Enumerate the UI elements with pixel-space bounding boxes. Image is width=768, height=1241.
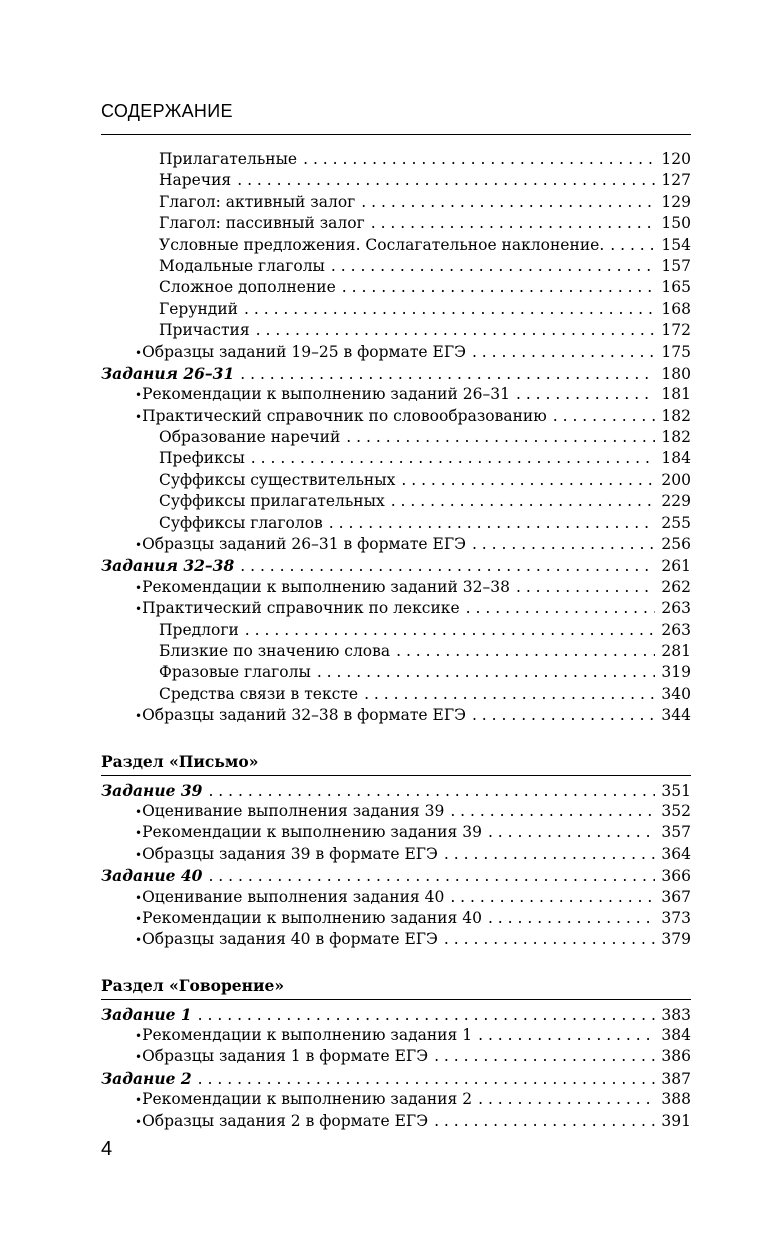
dot-leader — [610, 235, 655, 256]
toc-entry-page: 172 — [661, 321, 691, 340]
toc-entry-page: 175 — [661, 342, 691, 361]
toc-entry — [101, 277, 691, 298]
toc-entry-title: Оценивание выполнения задания 39 — [142, 801, 445, 820]
dot-leader — [478, 1089, 655, 1110]
toc-entry-page: 127 — [661, 171, 691, 190]
toc-entry-title: Рекомендации к выполнению задания 39 — [142, 823, 482, 842]
toc-entry — [101, 555, 691, 576]
toc-entry — [101, 822, 691, 843]
section-heading-writing: Раздел «Письмо» — [101, 749, 691, 776]
toc-entry-page: 256 — [661, 535, 691, 554]
toc-entry-title: Префиксы — [159, 449, 245, 468]
dot-leader — [401, 470, 655, 491]
toc-entry — [101, 598, 691, 619]
dot-leader — [450, 801, 655, 822]
dot-leader — [472, 534, 655, 555]
dot-leader — [331, 256, 655, 277]
toc-entry-page: 262 — [661, 577, 691, 596]
toc-entry-page: 364 — [661, 844, 691, 863]
toc-entry-title: Рекомендации к выполнению задания 2 — [142, 1090, 473, 1109]
toc-entry-page: 367 — [661, 887, 691, 906]
toc-entry-page: 263 — [661, 620, 691, 639]
toc-entry — [101, 908, 691, 929]
toc-entry-title: Причастия — [159, 321, 250, 340]
toc-entry-page: 357 — [661, 823, 691, 842]
toc-entry-title: Практический справочник по лексике — [142, 599, 460, 618]
dot-leader — [472, 705, 655, 726]
toc-entry-title: Средства связи в тексте — [159, 684, 359, 703]
toc-entry — [101, 1111, 691, 1132]
dot-leader — [444, 844, 655, 865]
toc-entry-title: Образцы заданий 32–38 в формате ЕГЭ — [142, 706, 466, 725]
bullet-icon: • — [135, 911, 143, 926]
toc-entry-title: Задание 2 — [101, 1068, 192, 1088]
dot-leader — [396, 641, 655, 662]
toc-entry — [101, 865, 691, 886]
toc-entry-page: 352 — [661, 801, 691, 820]
toc-entry-page: 165 — [661, 278, 691, 297]
toc-entry-title: Рекомендации к выполнению заданий 26–31 — [142, 385, 510, 404]
toc-entry-page: 184 — [661, 449, 691, 468]
toc-entry-title: Оценивание выполнения задания 40 — [142, 887, 445, 906]
toc-entry-title: Модальные глаголы — [159, 256, 325, 275]
toc-entry — [101, 170, 691, 191]
toc-entry — [101, 780, 691, 801]
dot-leader — [478, 1025, 655, 1046]
toc-entry — [101, 1089, 691, 1110]
toc-entry-title: Фразовые глаголы — [159, 663, 311, 682]
toc-entry-title: Образцы заданий 26–31 в формате ЕГЭ — [142, 535, 466, 554]
toc-entry — [101, 684, 691, 705]
toc-entry-title: Суффиксы существительных — [159, 470, 396, 489]
toc-entry-page: 150 — [661, 214, 691, 233]
toc-entry — [101, 342, 691, 363]
toc-entry — [101, 192, 691, 213]
bullet-icon: • — [135, 602, 143, 617]
dot-leader — [251, 448, 655, 469]
toc-entry — [101, 491, 691, 512]
bullet-icon: • — [135, 1114, 143, 1129]
toc-entry — [101, 887, 691, 908]
dot-leader — [450, 887, 655, 908]
toc-entry — [101, 534, 691, 555]
dot-leader — [444, 929, 655, 950]
toc-entry-page: 386 — [661, 1047, 691, 1066]
bullet-icon: • — [135, 709, 143, 724]
dot-leader — [237, 170, 655, 191]
toc-entry — [101, 513, 691, 534]
toc-entry-page: 168 — [661, 299, 691, 318]
header-rule — [101, 134, 691, 135]
dot-leader — [434, 1111, 655, 1132]
toc-entry-page: 281 — [661, 641, 691, 660]
toc-entry-title: Образцы задания 39 в формате ЕГЭ — [142, 844, 438, 863]
toc-entry-page: 261 — [661, 557, 691, 576]
bullet-icon: • — [135, 1050, 143, 1065]
bullet-icon: • — [135, 538, 143, 553]
section-heading-speaking: Раздел «Говорение» — [101, 973, 691, 1000]
toc-entry-page: 182 — [661, 406, 691, 425]
bullet-icon: • — [135, 890, 143, 905]
dot-leader — [434, 1046, 655, 1067]
dot-leader — [488, 822, 655, 843]
toc-entry-title: Близкие по значению слова — [159, 641, 391, 660]
dot-leader — [346, 427, 655, 448]
toc-entry-title: Задание 39 — [101, 780, 203, 800]
bullet-icon: • — [135, 804, 143, 819]
dot-leader — [361, 192, 655, 213]
toc-speaking — [101, 1004, 691, 1132]
toc-entry — [101, 256, 691, 277]
bullet-icon: • — [135, 933, 143, 948]
toc-entry-title: Условные предложения. Сослагательное наклонение. — [159, 235, 605, 254]
bullet-icon: • — [135, 345, 143, 360]
toc-entry-page: 263 — [661, 599, 691, 618]
bullet-icon: • — [135, 1093, 143, 1108]
toc-entry — [101, 1004, 691, 1025]
dot-leader — [198, 1005, 655, 1026]
toc-entry-title: Суффиксы прилагательных — [159, 492, 385, 511]
toc-entry-page: 340 — [661, 684, 691, 703]
toc-entry — [101, 427, 691, 448]
toc-entry-title: Сложное дополнение — [159, 278, 336, 297]
dot-leader — [240, 556, 655, 577]
dot-leader — [466, 598, 655, 619]
toc-entry-page: 319 — [661, 663, 691, 682]
toc-entry — [101, 149, 691, 170]
bullet-icon: • — [135, 847, 143, 862]
toc-entry-page: 373 — [661, 908, 691, 927]
bullet-icon: • — [135, 1029, 143, 1044]
table-of-contents — [101, 149, 691, 1132]
toc-entry-page: 384 — [661, 1026, 691, 1045]
dot-leader — [488, 908, 655, 929]
toc-entry — [101, 844, 691, 865]
toc-entry-title: Задание 40 — [101, 866, 203, 886]
toc-entry-page: 181 — [661, 385, 691, 404]
bullet-icon: • — [135, 388, 143, 403]
dot-leader — [240, 364, 655, 385]
dot-leader — [516, 384, 655, 405]
toc-entry — [101, 320, 691, 341]
dot-leader — [371, 213, 655, 234]
toc-entry — [101, 1068, 691, 1089]
section-gap — [101, 727, 691, 749]
toc-entry — [101, 577, 691, 598]
dot-leader — [198, 1069, 655, 1090]
toc-part1 — [101, 149, 691, 727]
toc-entry-title: Рекомендации к выполнению задания 40 — [142, 908, 482, 927]
toc-entry-title: Предлоги — [159, 620, 239, 639]
toc-entry-page: 180 — [661, 364, 691, 383]
toc-entry-page: 154 — [661, 235, 691, 254]
toc-entry — [101, 235, 691, 256]
toc-entry — [101, 641, 691, 662]
bullet-icon: • — [135, 409, 143, 424]
toc-entry-page: 120 — [661, 150, 691, 168]
dot-leader — [364, 684, 655, 705]
toc-entry — [101, 384, 691, 405]
dot-leader — [329, 513, 655, 534]
dot-leader — [472, 342, 655, 363]
toc-entry-title: Задания 32–38 — [101, 556, 235, 576]
page-header-title: СОДЕРЖАНИЕ — [101, 101, 233, 121]
toc-entry-title: Практический справочник по словообразованию — [142, 406, 547, 425]
toc-entry — [101, 299, 691, 320]
dot-leader — [553, 406, 655, 427]
section-gap — [101, 951, 691, 973]
toc-entry-title: Рекомендации к выполнению заданий 32–38 — [142, 577, 510, 596]
toc-entry-title: Глагол: активный залог — [159, 192, 356, 211]
toc-entry-page: 229 — [661, 492, 691, 511]
toc-entry-page: 344 — [661, 706, 691, 725]
toc-entry-title: Суффиксы глаголов — [159, 513, 323, 532]
toc-entry-page: 387 — [661, 1069, 691, 1088]
bullet-icon: • — [135, 580, 143, 595]
toc-entry-page: 182 — [661, 428, 691, 447]
toc-entry-title: Герундий — [159, 299, 239, 318]
dot-leader — [256, 320, 655, 341]
toc-entry-title: Образцы заданий 19–25 в формате ЕГЭ — [142, 342, 466, 361]
toc-entry-title: Образцы задания 1 в формате ЕГЭ — [142, 1047, 429, 1066]
toc-entry — [101, 1025, 691, 1046]
toc-entry-page: 200 — [661, 470, 691, 489]
toc-entry-title: Задание 1 — [101, 1004, 192, 1024]
toc-entry-page: 351 — [661, 781, 691, 800]
toc-writing — [101, 780, 691, 951]
toc-entry-title: Образцы задания 2 в формате ЕГЭ — [142, 1111, 429, 1130]
toc-entry-page: 379 — [661, 930, 691, 949]
dot-leader — [244, 299, 655, 320]
toc-entry-page: 255 — [661, 513, 691, 532]
toc-entry-title: Образование наречий — [159, 428, 341, 447]
dot-leader — [208, 781, 655, 802]
dot-leader — [342, 277, 655, 298]
toc-entry — [101, 929, 691, 950]
toc-entry-title: Задания 26–31 — [101, 363, 235, 383]
page-number: 4 — [101, 1138, 113, 1160]
toc-entry — [101, 213, 691, 234]
toc-entry-page: 391 — [661, 1111, 691, 1130]
toc-entry-title: Наречия — [159, 171, 232, 190]
toc-entry-page: 157 — [661, 256, 691, 275]
toc-entry — [101, 406, 691, 427]
toc-entry — [101, 363, 691, 384]
toc-entry-title: Рекомендации к выполнению задания 1 — [142, 1026, 473, 1045]
toc-entry-page: 366 — [661, 867, 691, 886]
toc-entry-title: Глагол: пассивный залог — [159, 214, 365, 233]
dot-leader — [208, 866, 655, 887]
toc-entry-page: 388 — [661, 1090, 691, 1109]
dot-leader — [317, 662, 655, 683]
dot-leader — [303, 149, 655, 170]
toc-entry — [101, 705, 691, 726]
toc-entry — [101, 662, 691, 683]
dot-leader — [391, 491, 655, 512]
toc-entry-page: 383 — [661, 1005, 691, 1024]
toc-entry — [101, 1046, 691, 1067]
bullet-icon: • — [135, 826, 143, 841]
toc-entry — [101, 801, 691, 822]
toc-entry-page: 129 — [661, 192, 691, 211]
toc-entry-title: Образцы задания 40 в формате ЕГЭ — [142, 930, 438, 949]
dot-leader — [245, 620, 655, 641]
dot-leader — [516, 577, 655, 598]
toc-entry — [101, 620, 691, 641]
toc-entry — [101, 470, 691, 491]
toc-entry — [101, 448, 691, 469]
toc-entry-title: Прилагательные — [159, 150, 298, 168]
